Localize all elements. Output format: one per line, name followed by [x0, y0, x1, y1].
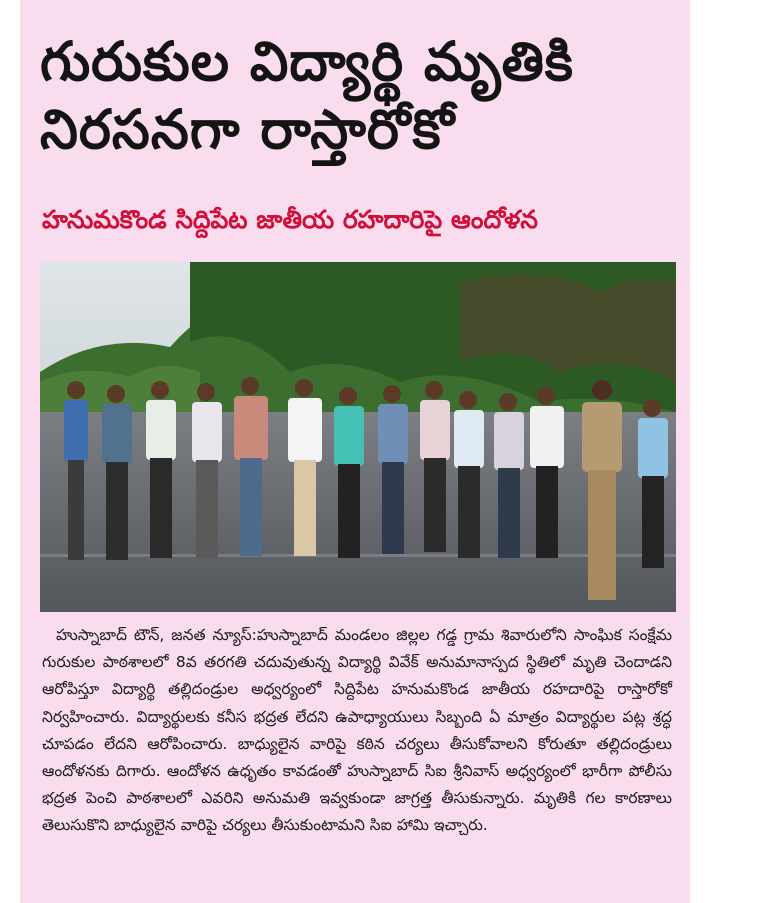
subheadline: హనుమకొండ సిద్దిపేట జాతీయ రహదారిపై ఆందోళన	[42, 205, 538, 234]
headline: గురుకుల విద్యార్థి మృతికి నిరసనగా రాస్తారోకో	[40, 30, 574, 161]
article-body: హుస్నాబాద్ టౌన్, జనత న్యూస్:హుస్నాబాద్ మండలం జిల్లల గడ్డ గ్రామ శివారులోని సాంఘిక సంక్షేమ గురుకుల పాఠశాలలో 8వ తరగతి చదువుతున్న విద్యార్థి వివేక్ అనుమానాస్పద స్థితిలో మృతి చెందాడని ఆరోపిస్తూ విద్యార్థి తల్లిదండ్రుల అధ్వర్యంలో సిద్దిపేట హనుమకొండ జాతీయ రహదారిపై రాస్తారోకో నిర్వహించారు. విద్యార్థులకు కనీస భద్రత లేదని ఉపాధ్యాయులు సిబ్బంది ఏ మాత్రం విద్యార్థుల పట్ల శ్రద్ధ చూపడం లేదని ఆరోపించారు. బాధ్యులైన వారిపై కఠిన చర్యలు తీసుకోవాలని కోరుతూ తల్లిదండ్రులు ఆందోళనకు దిగారు. ఆందోళన ఉధృతం కావడంతో హుస్నాబాద్ సిఐ శ్రీనివాస్ అధ్వర్యంలో భారీగా పోలీసు భద్రత పెంచి పాఠశాలలో ఎవరిని అనుమతి ఇవ్వకుండా జాగ్రత్త తీసుకున్నారు. మృతికి గల కారణాలు తెలుసుకొని బాధ్యులైన వారిపై చర్యలు తీసుకుంటామని సిఐ హామి ఇచ్చారు.	[42, 626, 672, 835]
protest-photo-illustration	[40, 262, 676, 612]
news-photo	[40, 262, 676, 612]
